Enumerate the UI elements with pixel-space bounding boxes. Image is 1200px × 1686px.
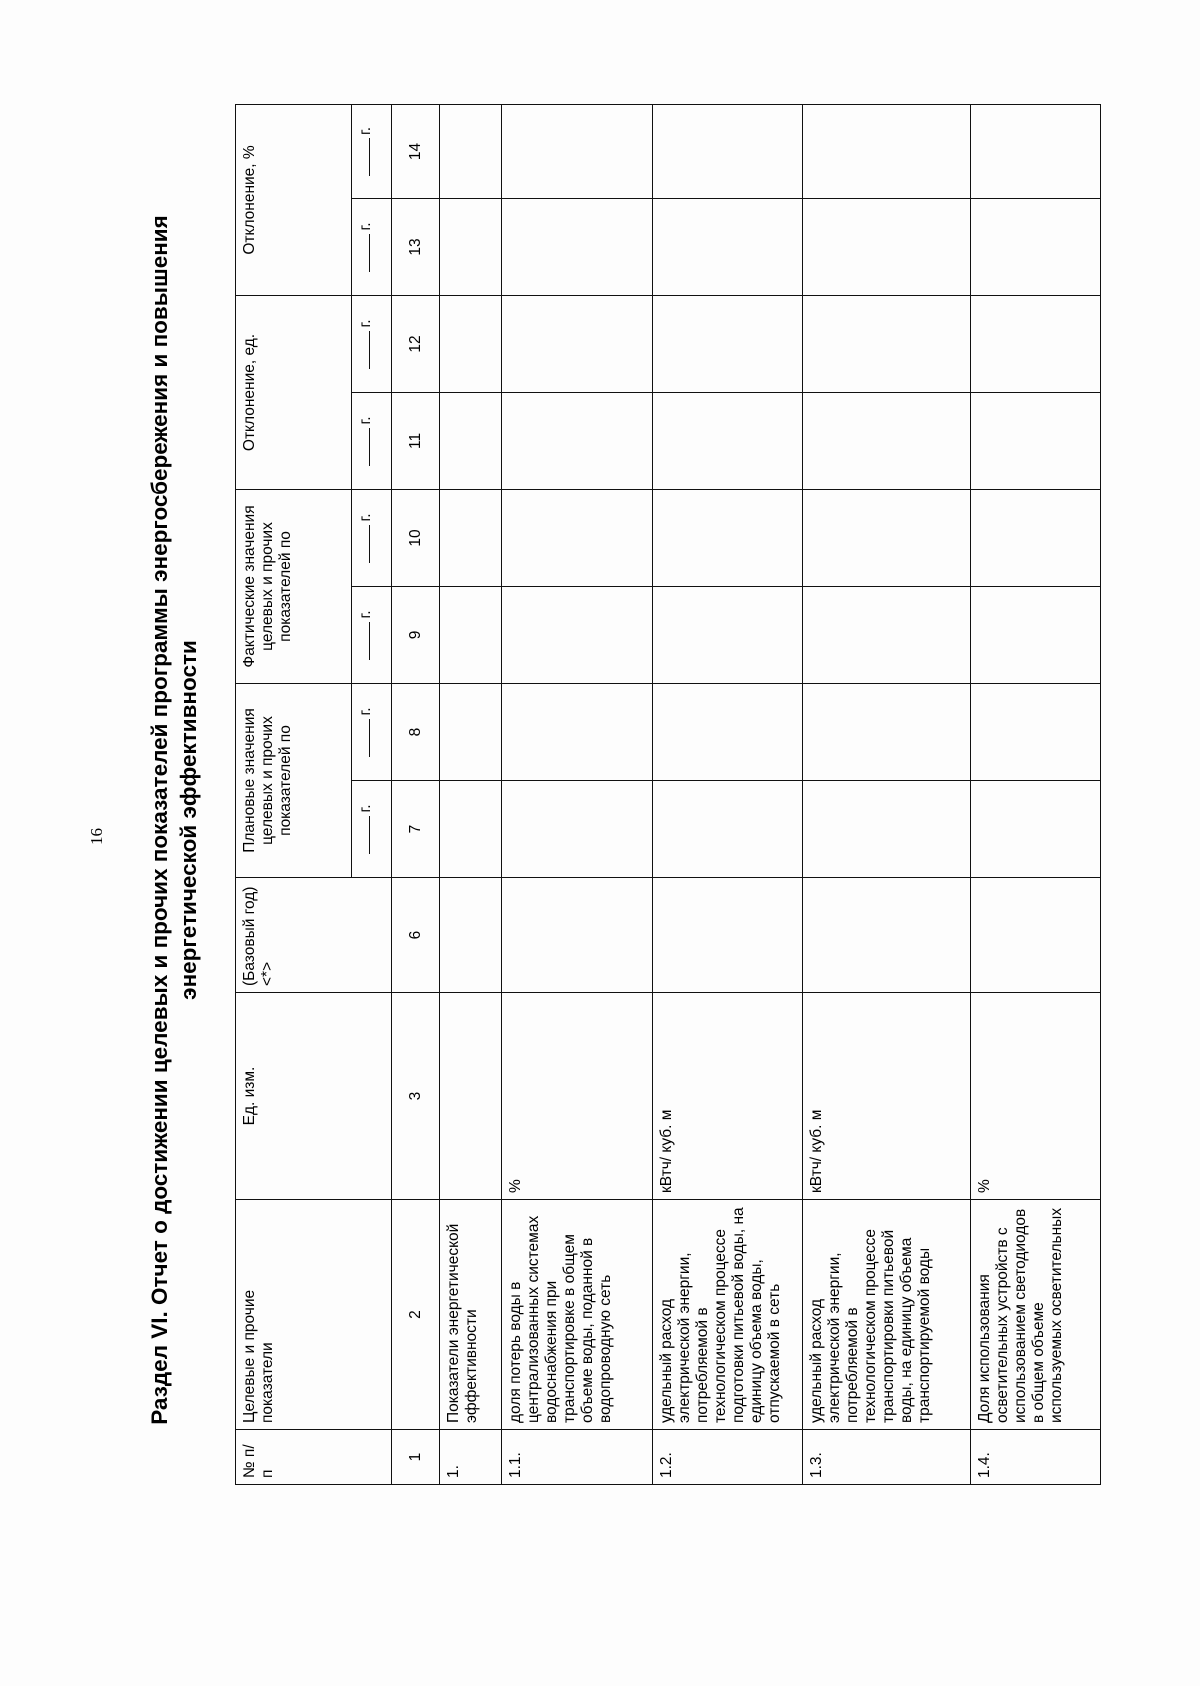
row-name: удельный расход электрической энергии, потребляемой в технологическом процессе транспортировки питьевой воды, на единицу объема транспортируемой воды (803, 1200, 971, 1430)
header-deviation-units: Отклонение, ед. (236, 295, 352, 489)
header-deviation-percent: Отклонение, % (236, 104, 352, 295)
rotated-content (87, 105, 1105, 1485)
title-line-2: энергетической эффективности (176, 640, 201, 1000)
column-number: 8 (392, 683, 440, 780)
year-suffix: г. (357, 416, 374, 425)
header-unit: Ед. изм. (236, 993, 392, 1200)
column-number: 1 (392, 1430, 440, 1485)
column-number-row (392, 104, 440, 1484)
row-unit: кВтч/ куб. м (803, 993, 971, 1200)
year-suffix: г. (357, 513, 374, 522)
column-number: 12 (392, 295, 440, 392)
column-number: 7 (392, 781, 440, 878)
year-suffix: г. (357, 319, 374, 328)
header-planned: Плановые значения целевых и прочих показателей по (236, 683, 352, 877)
column-number: 9 (392, 586, 440, 683)
row-num: 1.2. (653, 1430, 803, 1485)
column-number: 6 (392, 878, 440, 993)
year-cell (352, 489, 392, 586)
row-unit: кВтч/ куб. м (653, 993, 803, 1200)
year-cell (352, 104, 392, 198)
year-cell (352, 683, 392, 780)
row-num: 1.3. (803, 1430, 971, 1485)
row-unit (440, 993, 502, 1200)
year-cell (352, 295, 392, 392)
section-title (145, 155, 203, 1485)
table-row (502, 104, 653, 1484)
column-number: 2 (392, 1200, 440, 1430)
table-row (971, 104, 1101, 1484)
column-number: 11 (392, 392, 440, 489)
title-line-1: Раздел VI. Отчет о достижении целевых и прочих показателей программы энергосбережения и повышения (147, 215, 172, 1425)
row-unit: % (502, 993, 653, 1200)
year-cell (352, 781, 392, 878)
column-number: 3 (392, 993, 440, 1200)
column-number: 14 (392, 104, 440, 198)
header-actual: Фактические значения целевых и прочих показателей по (236, 489, 352, 683)
year-cell (352, 586, 392, 683)
row-name: удельный расход электрической энергии, потребляемой в технологическом процессе подготовки питьевой воды, на единицу объема воды, отпускаемой в сеть (653, 1200, 803, 1430)
header-base-year: (Базовый год) <*> (236, 878, 392, 993)
year-suffix: г. (357, 707, 374, 716)
year-cell (352, 392, 392, 489)
table-row (440, 104, 502, 1484)
year-cell (352, 198, 392, 295)
page-number: 16 (87, 828, 106, 845)
table-row (653, 104, 803, 1484)
row-unit: % (971, 993, 1101, 1200)
row-name: Показатели энергетической эффективности (440, 1200, 502, 1430)
indicators-table (235, 104, 1101, 1485)
year-suffix: г. (357, 222, 374, 231)
row-name: Доля использования осветительных устройств с использованием светодиодов в общем объеме используемых осветительных (971, 1200, 1101, 1430)
year-suffix: г. (357, 804, 374, 813)
row-num: 1. (440, 1430, 502, 1485)
year-suffix: г. (357, 126, 374, 136)
year-suffix: г. (357, 610, 374, 619)
column-number: 13 (392, 198, 440, 295)
row-num: 1.4. (971, 1430, 1101, 1485)
header-name: Целевые и прочие показатели (236, 1200, 392, 1430)
table-row (803, 104, 971, 1484)
column-number: 10 (392, 489, 440, 586)
row-name: доля потерь воды в централизованных системах водоснабжения при транспортировке в общем объеме воды, поданной в водопроводную сеть (502, 1200, 653, 1430)
header-num: № п/п (236, 1430, 392, 1485)
row-num: 1.1. (502, 1430, 653, 1485)
header-row-1 (236, 104, 352, 1484)
